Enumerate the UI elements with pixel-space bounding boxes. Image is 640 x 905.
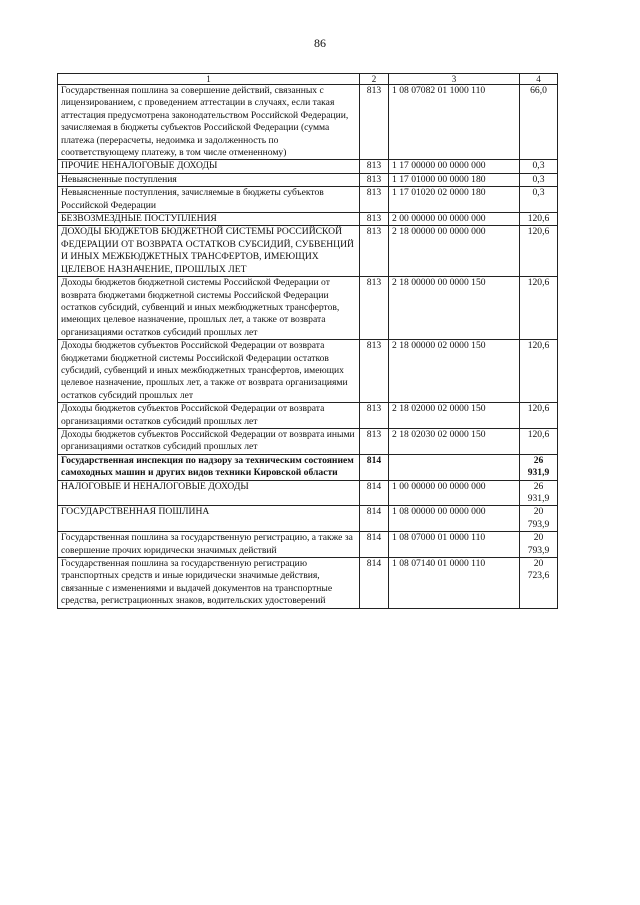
row-name: Невыясненные поступления <box>58 173 360 186</box>
table-row-section <box>58 454 558 480</box>
row-classification-code: 1 08 07000 01 0000 110 <box>389 532 520 558</box>
row-admin-code: 813 <box>360 173 389 186</box>
row-amount: 120,6 <box>520 340 558 403</box>
row-name: ПРОЧИЕ НЕНАЛОГОВЫЕ ДОХОДЫ <box>58 160 360 173</box>
row-classification-code: 1 08 07082 01 1000 110 <box>389 85 520 160</box>
row-name: Государственная инспекция по надзору за техническим состоянием самоходных машин и других видов техники Кировской области <box>58 454 360 480</box>
row-amount: 0,3 <box>520 187 558 213</box>
table-row <box>58 187 558 213</box>
table-row <box>58 226 558 277</box>
row-classification-code: 1 17 01020 02 0000 180 <box>389 187 520 213</box>
row-name: ГОСУДАРСТВЕННАЯ ПОШЛИНА <box>58 506 360 532</box>
row-name: Невыясненные поступления, зачисляемые в бюджеты субъектов Российской Федерации <box>58 187 360 213</box>
table-row <box>58 403 558 429</box>
row-classification-code: 1 17 01000 00 0000 180 <box>389 173 520 186</box>
table-row <box>58 173 558 186</box>
row-amount: 0,3 <box>520 173 558 186</box>
row-classification-code: 2 18 02030 02 0000 150 <box>389 428 520 454</box>
row-amount: 120,6 <box>520 277 558 340</box>
row-admin-code: 814 <box>360 558 389 609</box>
row-classification-code <box>389 454 520 480</box>
table-row <box>58 213 558 226</box>
row-name: Доходы бюджетов бюджетной системы Российской Федерации от возврата бюджетами бюджетной системы Российской Федерации остатков субсидий, субвенций и иных межбюджетных трансфертов, имеющих целевое назначение, прошлых лет, а также от возврата организациями остатков субсидий прошлых лет <box>58 277 360 340</box>
row-admin-code: 813 <box>360 226 389 277</box>
row-name: Доходы бюджетов субъектов Российской Федерации от возврата иными организациями остатков субсидий прошлых лет <box>58 428 360 454</box>
page-number: 86 <box>314 36 326 50</box>
column-header-2: 2 <box>360 74 389 85</box>
row-name: Государственная пошлина за государственную регистрацию транспортных средств и иные юридически значимые действия, связанные с изменениями и выдачей документов на транспортные средства, регистрационных знаков, водительских удостоверений <box>58 558 360 609</box>
row-admin-code: 814 <box>360 454 389 480</box>
row-amount: 0,3 <box>520 160 558 173</box>
row-admin-code: 813 <box>360 428 389 454</box>
row-amount: 20 793,9 <box>520 532 558 558</box>
table-row <box>58 506 558 532</box>
row-amount: 120,6 <box>520 428 558 454</box>
column-header-1: 1 <box>58 74 360 85</box>
row-amount: 66,0 <box>520 85 558 160</box>
row-name: ДОХОДЫ БЮДЖЕТОВ БЮДЖЕТНОЙ СИСТЕМЫ РОССИЙСКОЙ ФЕДЕРАЦИИ ОТ ВОЗВРАТА ОСТАТКОВ СУБСИДИЙ, СУБВЕНЦИЙ И ИНЫХ МЕЖБЮДЖЕТНЫХ ТРАНСФЕРТОВ, ИМЕЮЩИХ ЦЕЛЕВОЕ НАЗНАЧЕНИЕ, ПРОШЛЫХ ЛЕТ <box>58 226 360 277</box>
row-classification-code: 1 08 07140 01 0000 110 <box>389 558 520 609</box>
row-classification-code: 1 17 00000 00 0000 000 <box>389 160 520 173</box>
row-amount: 120,6 <box>520 213 558 226</box>
row-name: Государственная пошлина за совершение действий, связанных с лицензированием, с проведением аттестации в случаях, если такая аттестация предусмотрена законодательством Российской Федерации, зачисляемая в бюджеты субъектов Российской Федерации (сумма платежа (перерасчеты, недоимка и задолженность по соответствующему платежу, в том числе отмененному) <box>58 85 360 160</box>
row-name: Доходы бюджетов субъектов Российской Федерации от возврата бюджетами бюджетной системы Российской Федерации остатков субсидий, субвенций и иных межбюджетных трансфертов, имеющих целевое назначение, прошлых лет, а также от возврата организациями остатков субсидий прошлых лет <box>58 340 360 403</box>
table-row <box>58 428 558 454</box>
table-header-row <box>58 74 558 85</box>
row-amount: 20 723,6 <box>520 558 558 609</box>
row-name: Доходы бюджетов субъектов Российской Федерации от возврата организациями остатков субсидий прошлых лет <box>58 403 360 429</box>
row-amount: 120,6 <box>520 226 558 277</box>
column-header-3: 3 <box>389 74 520 85</box>
table-row <box>58 532 558 558</box>
row-amount: 20 793,9 <box>520 506 558 532</box>
row-admin-code: 814 <box>360 506 389 532</box>
table-row <box>58 277 558 340</box>
row-admin-code: 813 <box>360 213 389 226</box>
row-classification-code: 2 18 00000 00 0000 150 <box>389 277 520 340</box>
row-admin-code: 813 <box>360 277 389 340</box>
row-admin-code: 813 <box>360 403 389 429</box>
row-admin-code: 813 <box>360 340 389 403</box>
table-row <box>58 85 558 160</box>
row-amount: 26 931,9 <box>520 454 558 480</box>
column-header-4: 4 <box>520 74 558 85</box>
revenue-table <box>57 73 558 609</box>
row-name: Государственная пошлина за государственную регистрацию, а также за совершение прочих юридически значимых действий <box>58 532 360 558</box>
table-row <box>58 558 558 609</box>
row-classification-code: 1 00 00000 00 0000 000 <box>389 480 520 506</box>
row-admin-code: 813 <box>360 85 389 160</box>
table-row <box>58 480 558 506</box>
row-classification-code: 2 18 02000 02 0000 150 <box>389 403 520 429</box>
row-admin-code: 813 <box>360 187 389 213</box>
table-row <box>58 340 558 403</box>
row-classification-code: 2 18 00000 00 0000 000 <box>389 226 520 277</box>
row-classification-code: 2 00 00000 00 0000 000 <box>389 213 520 226</box>
row-name: НАЛОГОВЫЕ И НЕНАЛОГОВЫЕ ДОХОДЫ <box>58 480 360 506</box>
row-classification-code: 2 18 00000 02 0000 150 <box>389 340 520 403</box>
row-admin-code: 813 <box>360 160 389 173</box>
table-row <box>58 160 558 173</box>
row-admin-code: 814 <box>360 480 389 506</box>
row-name: БЕЗВОЗМЕЗДНЫЕ ПОСТУПЛЕНИЯ <box>58 213 360 226</box>
row-amount: 120,6 <box>520 403 558 429</box>
row-admin-code: 814 <box>360 532 389 558</box>
row-amount: 26 931,9 <box>520 480 558 506</box>
row-classification-code: 1 08 00000 00 0000 000 <box>389 506 520 532</box>
